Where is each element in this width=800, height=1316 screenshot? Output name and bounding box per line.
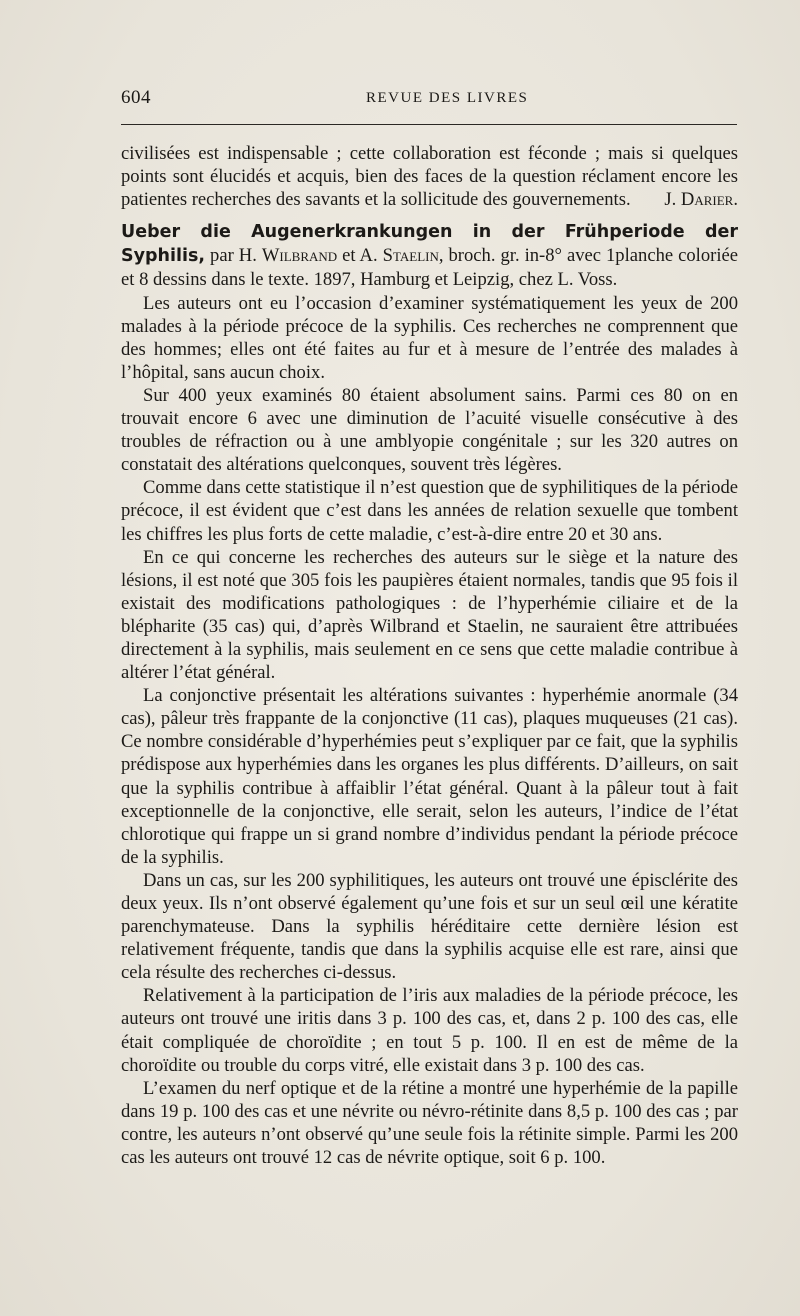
review-author-2: Staelin [382,245,439,267]
body-paragraph: Les auteurs ont eu l’occasion d’examiner systématiquement les yeux de 200 malades à la période précoce de la syphilis. Ces recherches ne comprennent que des hommes; elles ont été faites au fur et à mesure de l’entrée des malades à l’hôpital, sans aucun choix. [121,292,738,383]
review-and: et A. [337,245,383,267]
review-author-1: Wilbrand [261,245,338,267]
review-heading [121,220,738,291]
page-body [121,142,738,1169]
body-paragraph: Dans un cas, sur les 200 syphilitiques, les auteurs ont trouvé une épisclérite des deux yeux. Ils n’ont observé également qu’une fois et sur un seul œil une kératite parenchymateuse. Dans la syphilis héréditaire cette dernière lésion est relativement fréquente, tandis que dans la syphilis acquise elle est rare, ainsi que cela résulte des recherches ci-dessus. [121,869,738,984]
body-paragraph: L’examen du nerf optique et de la rétine a montré une hyperhémie de la papille dans 19 p. 100 des cas et une névrite ou névro-rétinite dans 8,5 p. 100 des cas ; par contre, les auteurs n’ont observé qu’une seule fois la rétinite simple. Parmi les 200 cas les auteurs ont trouvé 12 cas de névrite optique, soit 6 p. 100. [121,1077,738,1169]
intro-text: civilisées est indispensable ; cette collaboration est féconde ; mais si quelques points sont élucidés et acquis, bien des faces de la question réclament encore les patientes recherches des savants et la sollicitude des gouvernements. [121,143,738,211]
body-paragraph: Relativement à la participation de l’iris aux maladies de la période précoce, les auteurs ont trouvé une iritis dans 3 p. 100 des cas, et, dans 2 p. 100 des cas, elle était compliquée de choroïdite ; en tout 5 p. 100. Il en est de même de la choroïdite ou trouble du corps vitré, elle existait dans 3 p. 100 des cas. [121,985,738,1076]
review-by: par H. [205,245,262,267]
body-paragraph: La conjonctive présentait les altérations suivantes : hyperhémie anormale (34 cas), pâleur très frappante de la conjonctive (11 cas), plaques muqueuses (21 cas). Ce nombre considérable d’hyperhémies peut s’expliquer par ce fait, que la syphilis prédispose aux hyperhémies dans les organes les plus différents. D’ailleurs, on sait que la syphilis contribue à affaiblir l’état général. Quant à la pâleur tout à fait exceptionnelle de la conjonctive, elle serait, selon les auteurs, l’indice de l’état chlorotique qui frappe un si grand nombre d’individus pendant la période précoce de la syphilis. [121,685,738,868]
body-paragraph: En ce qui concerne les recherches des auteurs sur le siège et la nature des lésions, il est noté que 305 fois les paupières étaient normales, tandis que 95 fois il existait des modifications pathologiques : de l’hyperhémie ciliaire et de la blépharite (35 cas) qui, d’après Wilbrand et Staelin, ne sauraient être attribuées directement à la syphilis, mais seulement en ce sens que cette maladie contribue à altérer l’état général. [121,546,738,684]
header-rule [121,124,737,125]
review-details: , broch. gr. in-8° avec 1planche coloriée et 8 dessins dans le texte. 1897, Hamburg et Leipzig, chez L. Voss. [121,245,738,291]
review-title: Ueber die Augenerkrankungen in der Frühperiode der Syphilis, [121,222,738,267]
running-title: REVUE DES LIVRES [366,90,529,106]
page-header [121,84,741,114]
intro-paragraph [121,142,738,211]
body-paragraph: Comme dans cette statistique il n’est question que de syphilitiques de la période précoce, il est évident que c’est dans les années de relation sexuelle que tombent les chiffres les plus forts de cette maladie, c’est-à-dire entre 20 et 30 ans. [121,477,738,545]
body-paragraph: Sur 400 yeux examinés 80 étaient absolument sains. Parmi ces 80 on en trouvait encore 6 avec une diminution de l’acuité visuelle consécutive à des troubles de réfraction ou à une amblyopie congénitale ; sur les 320 autres on constatait des altérations quelconques, souvent très légères. [121,384,738,476]
signature: J. Darier. [664,189,738,211]
page-number: 604 [121,87,151,108]
